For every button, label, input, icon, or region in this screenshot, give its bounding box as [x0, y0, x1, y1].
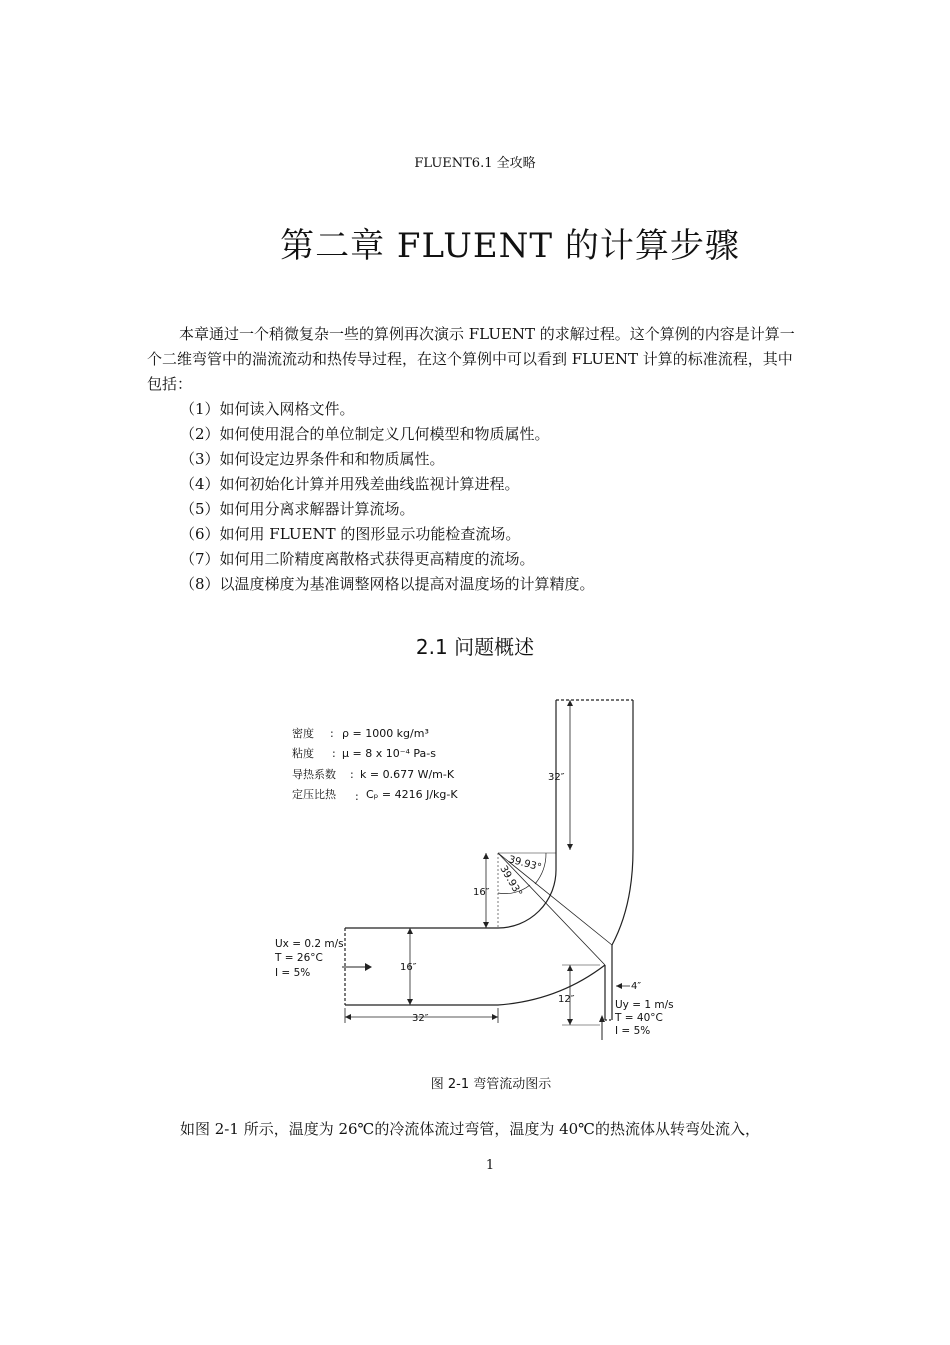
arrow-head — [567, 844, 573, 850]
dimension-label: 16″ — [400, 962, 417, 973]
section-title: 2.1 问题概述 — [415, 635, 535, 659]
inlet-condition: I = 5% — [275, 967, 311, 979]
arrow-head — [492, 1014, 498, 1020]
property-sep: : — [355, 790, 359, 803]
list-item: （2）如何使用混合的单位制定义几何模型和物质属性。 — [180, 425, 550, 443]
page-header: FLUENT6.1 全攻略 — [414, 156, 536, 171]
inlet-condition: Ux = 0.2 m/s — [275, 938, 344, 950]
dimension-label: 12″ — [558, 994, 575, 1005]
arrow-head — [599, 1015, 605, 1022]
arrow-head — [567, 700, 573, 706]
list-item: （7）如何用二阶精度离散格式获得更高精度的流场。 — [180, 550, 535, 568]
list-item: （6）如何用 FLUENT 的图形显示功能检查流场。 — [180, 525, 521, 543]
arrow-head — [407, 928, 413, 934]
property-sep: : — [332, 747, 336, 760]
property-name: 定压比热 — [292, 788, 336, 801]
property-value: Cₚ = 4216 J/kg-K — [366, 788, 458, 801]
inlet-condition: T = 40°C — [615, 1012, 663, 1024]
arrow-head — [567, 965, 573, 971]
list-item: （8）以温度梯度为基准调整网格以提高对温度场的计算精度。 — [180, 575, 595, 593]
intro-paragraph: 本章通过一个稍微复杂一些的算例再次演示 FLUENT 的求解过程。这个算例的内容是计算一个二维弯管中的湍流流动和热传导过程，在这个算例中可以看到 FLUENT 计算的标准流程，其中包括： — [147, 325, 795, 393]
chapter-title: 第二章 FLUENT 的计算步骤 — [280, 226, 740, 266]
dimension-label: 16″ — [473, 887, 490, 898]
property-value: k = 0.677 W/m-K — [360, 768, 455, 781]
property-value: ρ = 1000 kg/m³ — [342, 727, 429, 740]
property-name: 密度 — [292, 727, 314, 740]
inlet-condition: Uy = 1 m/s — [615, 999, 674, 1011]
dimension-label: 4″ — [631, 981, 642, 992]
inlet-condition: I = 5% — [615, 1025, 651, 1037]
property-value: μ = 8 x 10⁻⁴ Pa-s — [342, 747, 436, 760]
elbow-figure — [250, 690, 700, 1050]
arrow-head — [616, 983, 622, 989]
arrow-head — [483, 853, 489, 859]
elbow-diagram — [250, 690, 700, 1050]
property-name: 导热系数 — [292, 768, 336, 781]
list-item: （1）如何读入网格文件。 — [180, 400, 355, 418]
list-item: （5）如何用分离求解器计算流场。 — [180, 500, 415, 518]
arrow-head — [567, 1019, 573, 1025]
arrow-head — [345, 1014, 351, 1020]
construction-line — [498, 853, 605, 965]
figure-caption: 图 2-1 弯管流动图示 — [430, 1077, 552, 1092]
arrow-head — [483, 922, 489, 928]
dimension-label: 32″ — [548, 772, 565, 783]
dimension-label: 32″ — [412, 1013, 429, 1024]
list-item: （3）如何设定边界条件和和物质属性。 — [180, 450, 445, 468]
property-sep: : — [330, 727, 334, 740]
list-item: （4）如何初始化计算并用残差曲线监视计算进程。 — [180, 475, 520, 493]
inlet-condition: T = 26°C — [275, 952, 323, 964]
page-number: 1 — [485, 1158, 495, 1173]
body-paragraph: 如图 2-1 所示，温度为 26℃的冷流体流过弯管，温度为 40℃的热流体从转弯处流入， — [180, 1120, 760, 1138]
property-sep: : — [350, 768, 354, 781]
steps-list — [180, 397, 595, 597]
outer-bend-lower — [498, 965, 605, 1005]
property-name: 粘度 — [292, 747, 314, 760]
angle-label: 39.93° — [507, 854, 543, 874]
arrow-head — [365, 963, 372, 971]
outer-bend-upper — [612, 850, 633, 945]
angle-label: 39.93° — [497, 864, 524, 899]
arrow-head — [407, 999, 413, 1005]
